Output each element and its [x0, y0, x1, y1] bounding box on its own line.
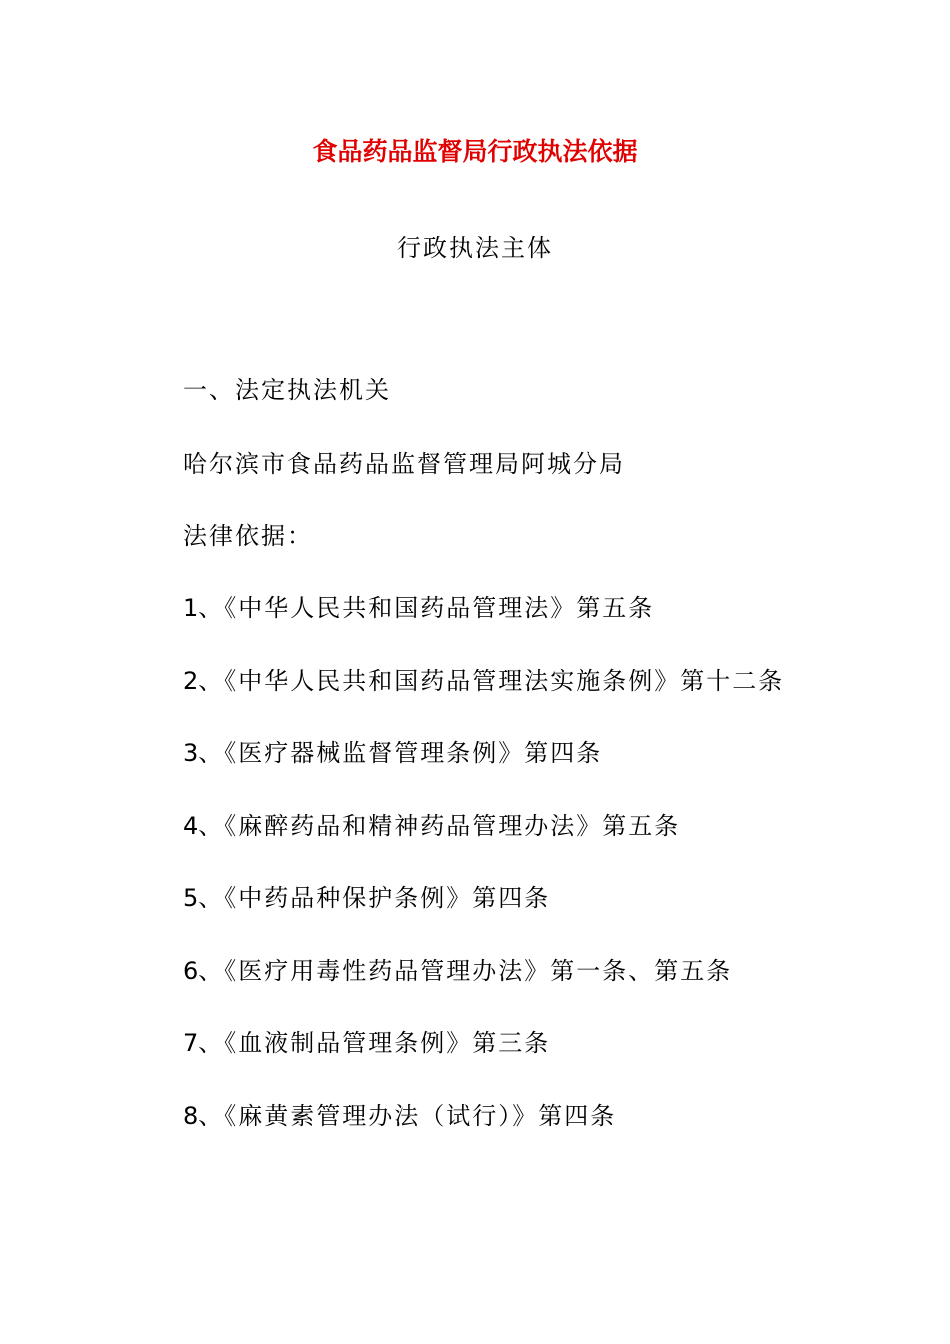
law-item-text: 、《中华人民共和国药品管理法实施条例》第十二条 — [198, 666, 785, 695]
law-item-text: 、《中药品种保护条例》第四条 — [198, 884, 551, 912]
document-title: 食品药品监督局行政执法依据 — [312, 137, 638, 166]
agency-name: 哈尔滨市食品药品监督管理局阿城分局 — [183, 450, 625, 478]
law-item-text: 、《麻黄素管理办法（试行）》第四条 — [198, 1101, 617, 1130]
law-item — [183, 663, 784, 699]
law-item-text: 、《医疗器械监督管理条例》第四条 — [198, 739, 603, 767]
document-subtitle: 行政执法主体 — [397, 234, 553, 262]
law-item-number: 2 — [183, 666, 199, 695]
law-item — [183, 590, 784, 626]
law-item-number: 3 — [183, 739, 199, 767]
law-item-number: 5 — [183, 884, 199, 912]
law-item — [183, 880, 784, 916]
section-heading: 一、法定执法机关 — [183, 376, 391, 404]
law-item-number: 6 — [183, 956, 199, 985]
law-item-number: 4 — [183, 811, 199, 840]
law-item — [183, 735, 784, 771]
law-item — [183, 953, 784, 989]
law-item-number: 7 — [183, 1029, 199, 1057]
law-item-text: 、《医疗用毒性药品管理办法》第一条、第五条 — [198, 956, 733, 985]
law-item — [183, 1098, 784, 1134]
law-item-number: 8 — [183, 1101, 199, 1130]
law-item — [183, 1025, 784, 1061]
law-item-text: 、《麻醉药品和精神药品管理办法》第五条 — [198, 811, 681, 840]
law-item-number: 1 — [183, 594, 199, 622]
law-item-text: 、《血液制品管理条例》第三条 — [198, 1029, 551, 1057]
law-list — [183, 590, 784, 1170]
law-item — [183, 808, 784, 844]
law-item-text: 、《中华人民共和国药品管理法》第五条 — [198, 594, 655, 622]
legal-basis-label: 法律依据： — [183, 522, 313, 550]
